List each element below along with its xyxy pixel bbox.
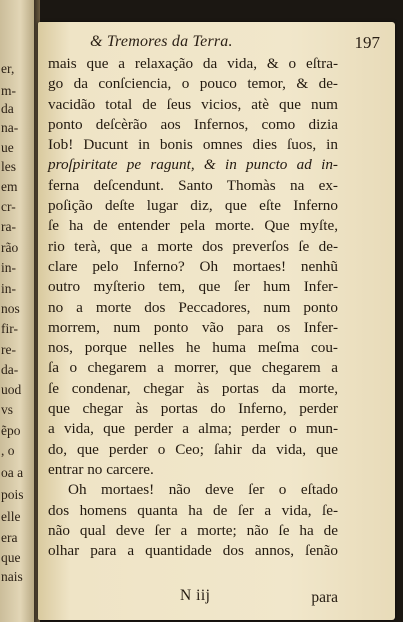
text-line: proſpiritate pe ragunt, & in puncto ad in- <box>48 156 338 174</box>
text-line: Oh mortaes! não deve ſer o eſtado <box>68 481 338 499</box>
text-line: clare pelo Inferno? Oh mortaes! nenhũ <box>48 257 338 275</box>
text-line: vacidão total de ſeus vicios, atè que num <box>48 95 338 113</box>
previous-page-fragment: ue <box>1 140 14 155</box>
text-line: entrar no carcere. <box>48 460 154 478</box>
text-line: do, que perder o Ceo; ſahir da vida, que <box>48 440 338 458</box>
previous-page-fragment: ra- <box>1 219 16 234</box>
previous-page-fragment: cr- <box>1 199 16 214</box>
previous-page-fragment: que <box>1 550 21 565</box>
previous-page-fragment: uod <box>1 382 22 397</box>
page <box>38 22 395 620</box>
catchword: para <box>311 589 338 606</box>
text-line: nos, porque nelles he huma meſma cou- <box>48 339 338 357</box>
text-line: poſição deſte lugar diz, que eſte Inferno <box>48 197 338 215</box>
text-line: não qual deve ſer a morte; não ſe ha de <box>48 521 338 539</box>
previous-page-fragment: in- <box>1 281 16 296</box>
page-header <box>90 33 380 53</box>
previous-page-fragment: les <box>1 159 16 174</box>
text-line: que chegar às portas do Inferno, perder <box>48 400 338 418</box>
previous-page-fragment: nos <box>1 301 20 316</box>
text-line: ſe condenar, chegar às portas da morte, <box>48 379 338 397</box>
text-line: go da conſciencia, o pouco temor, & de- <box>48 75 338 93</box>
previous-page-fragment: vs <box>1 402 14 417</box>
previous-page-fragment: ẽpo <box>1 423 21 438</box>
previous-page-fragment: re- <box>1 342 16 357</box>
text-line: rio terà, que a morte dos preverſos ſe de- <box>48 237 338 255</box>
previous-page-fragment: oa a <box>1 465 24 480</box>
previous-page-fragment: em <box>1 179 18 194</box>
text-line: ſe ha de entender pela morte. Que myſte, <box>48 217 338 235</box>
text-line: olhar para a quantidade dos annos, ſenão <box>48 542 338 560</box>
previous-page-fragment: in- <box>1 260 16 275</box>
text-line: Iob! Ducunt in bonis omnes dies ſuos, in <box>48 136 338 154</box>
previous-page-edge <box>0 0 34 622</box>
signature-mark: N iij <box>180 587 211 604</box>
text-line: a vida, que perder a alma; perder o mun- <box>48 420 338 438</box>
previous-page-fragment: m- <box>1 83 16 98</box>
previous-page-fragment: elle <box>1 509 21 524</box>
page-number: 197 <box>354 33 380 52</box>
previous-page-fragment: era <box>1 530 18 545</box>
text-line: ſa o chegarem a morrer, que chegarem a <box>48 359 338 377</box>
previous-page-fragment: rão <box>1 240 19 255</box>
body-text <box>48 54 338 561</box>
previous-page-fragment: na- <box>1 120 19 135</box>
previous-page-fragment: fir- <box>1 321 18 336</box>
text-line: dos homens quanta ha de ſer a vida, ſe- <box>48 501 338 519</box>
previous-page-fragment: da <box>1 101 14 116</box>
running-title: & Tremores da Terra. <box>90 33 233 50</box>
previous-page-fragment: , o <box>1 443 15 458</box>
text-line: morrem, num ponto vão para os Infer- <box>48 318 338 336</box>
text-line: ponto deſcèrão aos Infernos, como dizia <box>48 115 338 133</box>
previous-page-fragment: er, <box>1 61 15 76</box>
previous-page-fragment: pois <box>1 487 24 502</box>
text-line: ferna deſcendunt. Santo Thomàs na ex- <box>48 176 338 194</box>
text-line: no a morte dos Peccadores, num ponto <box>48 298 338 316</box>
text-line: outro myſterio tem, que ſer hum Infer- <box>48 278 338 296</box>
previous-page-fragment: da- <box>1 362 19 377</box>
previous-page-fragment: nais <box>1 569 23 584</box>
text-line: mais que a relaxação da vida, & o eſtra- <box>48 55 338 72</box>
page-footer <box>48 587 338 607</box>
